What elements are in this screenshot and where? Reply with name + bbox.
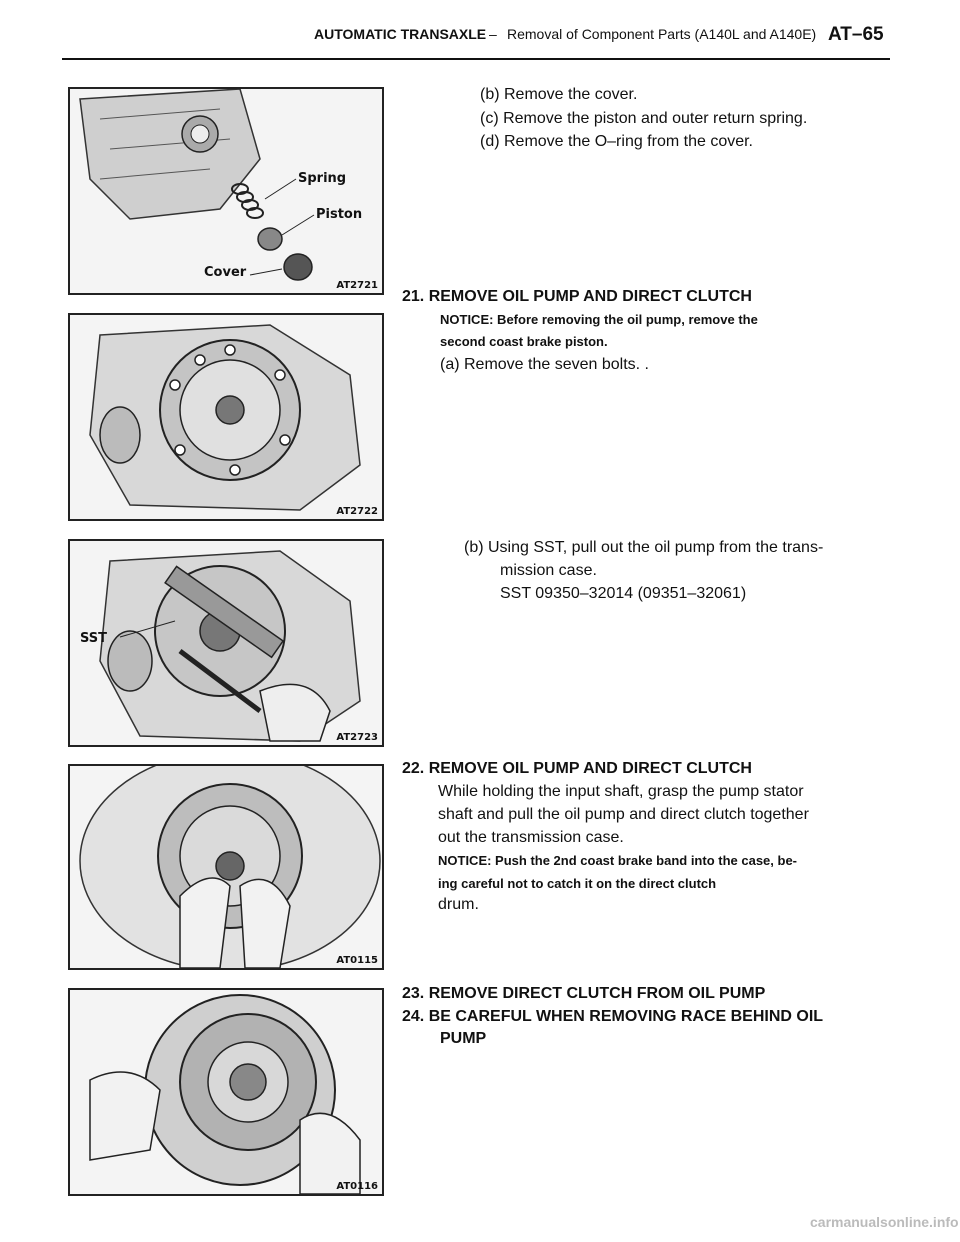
figure-pull-pump-clutch <box>68 764 384 970</box>
figure-illustration <box>70 315 382 519</box>
step-22-notice-line1: NOTICE: Push the 2nd coast brake band into the case, be- <box>438 853 798 868</box>
step-22-title: 22. REMOVE OIL PUMP AND DIRECT CLUTCH <box>402 760 752 777</box>
step-21-title: 21. REMOVE OIL PUMP AND DIRECT CLUTCH <box>402 288 752 305</box>
callout-sst: SST <box>80 631 108 646</box>
step-21-notice-line2: second coast brake piston. <box>440 334 608 349</box>
step-20c: (c) Remove the piston and outer return spring. <box>480 110 808 127</box>
header-section: AUTOMATIC TRANSAXLE <box>314 26 487 42</box>
figure-code: AT0116 <box>336 1181 378 1192</box>
header-rule <box>62 58 890 60</box>
figure-code: AT2721 <box>336 280 378 291</box>
footer-watermark: carmanualsonline.info <box>810 1214 959 1230</box>
step-21b-line2: mission case. <box>500 562 597 579</box>
figure-cover-piston-spring <box>68 87 384 295</box>
step-23-title: 23. REMOVE DIRECT CLUTCH FROM OIL PUMP <box>402 985 766 1002</box>
page-number: AT–65 <box>828 24 884 45</box>
figure-illustration <box>70 766 382 968</box>
callout-piston: Piston <box>316 207 363 222</box>
figure-illustration <box>70 990 382 1194</box>
figure-sst-oil-pump <box>68 539 384 747</box>
figure-seven-bolts <box>68 313 384 521</box>
step-22-line3: out the transmission case. <box>438 829 624 846</box>
step-22-notice-line2: ing careful not to catch it on the direct clutch <box>438 876 717 891</box>
step-21b-sst: SST 09350–32014 (09351–32061) <box>500 585 747 602</box>
step-21a: (a) Remove the seven bolts. . <box>440 356 649 373</box>
step-21-notice-line1: NOTICE: Before removing the oil pump, remove the <box>440 312 758 327</box>
step-20d: (d) Remove the O–ring from the cover. <box>480 133 753 150</box>
figure-illustration <box>70 541 382 745</box>
callout-cover: Cover <box>204 265 247 280</box>
step-24-title-line1: 24. BE CAREFUL WHEN REMOVING RACE BEHIND OIL <box>402 1008 824 1025</box>
figure-code: AT2723 <box>336 732 378 743</box>
step-22-line2: shaft and pull the oil pump and direct clutch together <box>438 806 809 823</box>
callout-spring: Spring <box>298 171 347 186</box>
figure-direct-clutch <box>68 988 384 1196</box>
step-22-notice-line3: drum. <box>438 896 479 913</box>
step-20b: (b) Remove the cover. <box>480 86 638 103</box>
figure-code: AT0115 <box>336 955 378 966</box>
step-21b-line1: (b) Using SST, pull out the oil pump from the trans- <box>464 539 824 556</box>
step-22-line1: While holding the input shaft, grasp the pump stator <box>438 783 804 800</box>
header-dash: – <box>489 26 497 42</box>
figure-code: AT2722 <box>336 506 378 517</box>
figure-illustration <box>70 89 382 293</box>
step-24-title-line2: PUMP <box>440 1030 487 1047</box>
header-subtitle: Removal of Component Parts (A140L and A140E) <box>507 26 817 42</box>
